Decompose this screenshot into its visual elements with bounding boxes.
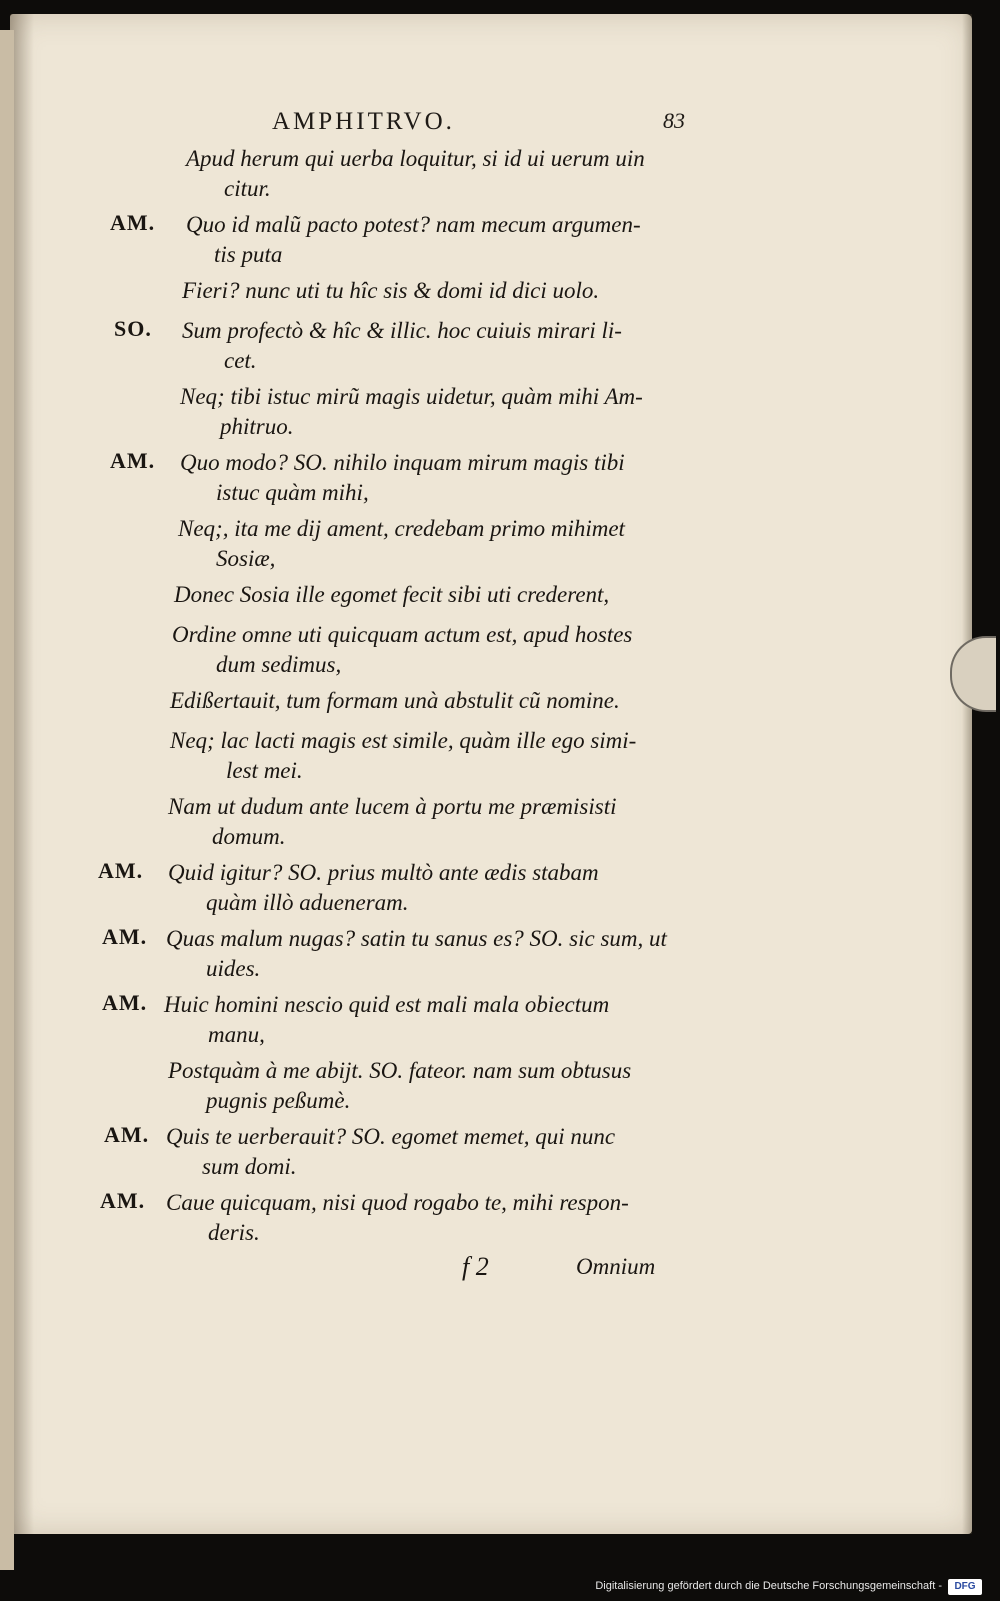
page-footer: [10, 1252, 972, 1292]
verse-continuation: sum domi.: [202, 1154, 297, 1179]
page-header: [10, 108, 972, 148]
dfg-logo: DFG: [948, 1579, 982, 1595]
verse-line: Donec Sosia ille egomet fecit sibi uti crederent,: [174, 582, 610, 607]
dialogue-entry: [10, 924, 972, 990]
speaker-label: AM.: [102, 990, 148, 1015]
verse-line: Fieri? nunc uti tu hîc sis & domi id dici uolo.: [182, 278, 600, 303]
verse-line: Quis te uerberauit? SO. egomet memet, qui nunc: [166, 1124, 616, 1149]
dialogue-entry: [10, 620, 972, 686]
verse-continuation: quàm illò adueneram.: [206, 890, 409, 915]
dialogue-entry: [10, 792, 972, 858]
signature-mark: f 2: [462, 1252, 489, 1281]
speaker-label: AM.: [100, 1188, 146, 1213]
verse-continuation: citur.: [224, 176, 271, 201]
dialogue-entry: [10, 686, 972, 726]
dialogue-entry: [10, 316, 972, 382]
dialogue-entry: [10, 1056, 972, 1122]
dialogue-entry: [10, 514, 972, 580]
verse-line: Neq;, ita me dij ament, credebam primo mihimet: [178, 516, 625, 541]
dialogue-entry: [10, 448, 972, 514]
dialogue-entry: [10, 210, 972, 276]
credit-bar: [0, 1575, 1000, 1601]
speaker-label: AM.: [102, 924, 148, 949]
dialogue-entry: [10, 990, 972, 1056]
verse-line: Nam ut dudum ante lucem à portu me præmisisti: [168, 794, 617, 819]
verse-continuation: dum sedimus,: [216, 652, 342, 677]
verse-continuation: tis puta: [214, 242, 283, 267]
speaker-label: AM.: [110, 210, 156, 235]
verse-line: Neq; lac lacti magis est simile, quàm ille ego simi-: [170, 728, 637, 753]
speaker-label: AM.: [110, 448, 156, 473]
verse-continuation: Sosiæ,: [216, 546, 276, 571]
dialogue-entry: [10, 580, 972, 620]
dialogue-entry: [10, 1122, 972, 1188]
dialogue-entry: [10, 276, 972, 316]
verse-continuation: manu,: [208, 1022, 265, 1047]
verse-line: Quo id malũ pacto potest? nam mecum argumen-: [186, 212, 641, 237]
verse-line: Postquàm à me abijt. SO. fateor. nam sum obtusus: [168, 1058, 632, 1083]
funding-credit: Digitalisierung gefördert durch die Deutsche Forschungsgemeinschaft -: [595, 1580, 942, 1592]
dialogue-entry: [10, 858, 972, 924]
verse-line: Neq; tibi istuc mirũ magis uidetur, quàm mihi Am-: [180, 384, 643, 409]
book-page: [10, 14, 972, 1534]
verse-continuation: uides.: [206, 956, 261, 981]
catchword: Omnium: [576, 1254, 656, 1279]
speaker-label: SO.: [114, 316, 152, 341]
verse-continuation: istuc quàm mihi,: [216, 480, 369, 505]
verse-continuation: cet.: [224, 348, 257, 373]
verse-line: Quas malum nugas? satin tu sanus es? SO. sic sum, ut: [166, 926, 667, 951]
verse-line: Quid igitur? SO. prius multò ante ædis stabam: [168, 860, 599, 885]
page-number: 83: [663, 108, 685, 133]
verse-continuation: lest mei.: [226, 758, 303, 783]
dialogue-entry: [10, 1188, 972, 1254]
verse-continuation: pugnis peßumè.: [206, 1088, 351, 1113]
dialogue-text: [10, 144, 972, 1254]
verse-line: Huic homini nescio quid est mali mala obiectum: [164, 992, 610, 1017]
running-title: AMPHITRVO.: [272, 108, 455, 135]
verse-line: Caue quicquam, nisi quod rogabo te, mihi respon-: [166, 1190, 629, 1215]
verse-continuation: deris.: [208, 1220, 260, 1245]
verse-line: Edißertauit, tum formam unà abstulit cũ nomine.: [170, 688, 620, 713]
verse-continuation: phitruo.: [220, 414, 294, 439]
dialogue-entry: [10, 726, 972, 792]
verse-line: Quo modo? SO. nihilo inquam mirum magis tibi: [180, 450, 625, 475]
verse-continuation: domum.: [212, 824, 286, 849]
verse-line: Ordine omne uti quicquam actum est, apud hostes: [172, 622, 633, 647]
dialogue-entry: [10, 144, 972, 210]
facing-page-edge: [0, 30, 14, 1570]
verse-line: Apud herum qui uerba loquitur, si id ui uerum uin: [186, 146, 645, 171]
verse-line: Sum profectò & hîc & illic. hoc cuiuis mirari li-: [182, 318, 622, 343]
speaker-label: AM.: [104, 1122, 150, 1147]
dialogue-entry: [10, 382, 972, 448]
speaker-label: AM.: [98, 858, 144, 883]
